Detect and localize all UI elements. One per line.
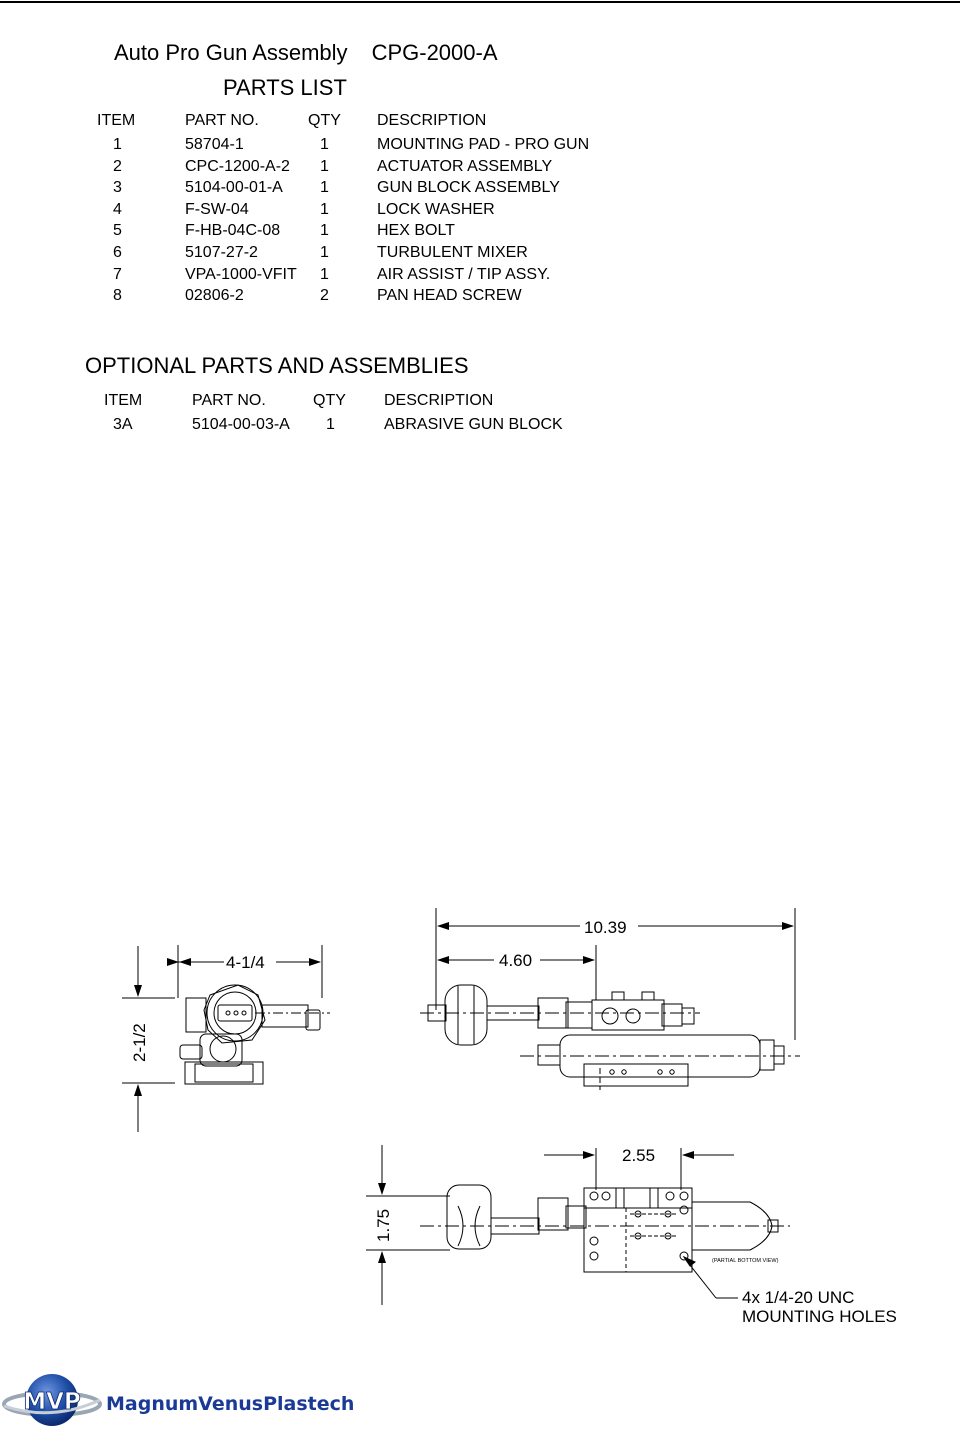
cell-part-no: 02806-2 — [185, 287, 244, 305]
cell-item: 2 — [113, 157, 122, 175]
cell-description: PAN HEAD SCREW — [377, 287, 522, 305]
cell-qty: 1 — [320, 179, 329, 197]
column-header-item: ITEM — [104, 392, 143, 409]
cell-qty: 1 — [320, 157, 329, 175]
cell-qty: 2 — [320, 287, 329, 305]
cell-part-no: CPC-1200-A-2 — [185, 157, 290, 175]
cell-description: HEX BOLT — [377, 222, 455, 240]
cell-item: 7 — [113, 265, 122, 283]
cell-part-no: 5104-00-03-A — [192, 416, 290, 433]
cell-description: GUN BLOCK ASSEMBLY — [377, 179, 560, 197]
cell-part-no: F-SW-04 — [185, 200, 249, 218]
cell-part-no: 5107-27-2 — [185, 243, 258, 261]
column-header-part-no: PART NO. — [192, 392, 266, 409]
cell-description: AIR ASSIST / TIP ASSY. — [377, 265, 551, 283]
cell-item: 1 — [113, 136, 122, 153]
svg-text:MVP: MVP — [23, 1389, 81, 1415]
front-view — [122, 945, 330, 1132]
cell-description: ACTUATOR ASSEMBLY — [377, 157, 553, 175]
cell-part-no: 5104-00-01-A — [185, 179, 283, 197]
dim-front-height: 2-1/2 — [130, 1023, 149, 1062]
column-header-part-no: PART NO. — [185, 112, 259, 129]
parts-list-heading: PARTS LIST — [223, 75, 347, 100]
bottom-view — [366, 1145, 790, 1305]
column-header-description: DESCRIPTION — [377, 112, 487, 129]
dim-overall-length: 10.39 — [584, 918, 627, 937]
dim-bottom-width: 1.75 — [374, 1208, 393, 1242]
title-text: Auto Pro Gun Assembly — [114, 40, 348, 65]
column-header-item: ITEM — [97, 112, 136, 129]
cell-item: 6 — [113, 243, 122, 261]
partial-bottom-view-label: (PARTIAL BOTTOM VIEW) — [712, 1258, 779, 1264]
cell-item: 5 — [113, 222, 122, 240]
column-header-qty: QTY — [308, 112, 341, 129]
mvp-logo — [2, 1370, 102, 1432]
cell-part-no: VPA-1000-VFIT — [185, 265, 297, 283]
cell-part-no: F-HB-04C-08 — [185, 222, 281, 240]
cell-part-no: 58704-1 — [185, 136, 244, 153]
cell-qty: 1 — [326, 416, 335, 433]
cell-item: 3A — [113, 416, 133, 433]
cell-qty: 1 — [320, 265, 329, 283]
cell-qty: 1 — [320, 243, 329, 261]
cell-qty: 1 — [320, 136, 329, 153]
cell-description: ABRASIVE GUN BLOCK — [384, 416, 563, 433]
dim-hole-spacing: 2.55 — [622, 1146, 656, 1165]
brand-name: MagnumVenusPlastech — [106, 1393, 355, 1415]
mounting-holes-note-line1: 4x 1/4-20 UNC — [742, 1288, 855, 1307]
cell-qty: 1 — [320, 200, 329, 218]
model-number: CPG-2000-A — [371, 40, 498, 65]
cell-item: 8 — [113, 287, 122, 305]
cell-qty: 1 — [320, 222, 329, 240]
cell-item: 4 — [113, 200, 122, 218]
column-header-qty: QTY — [313, 392, 346, 409]
cell-description: MOUNTING PAD - PRO GUN — [377, 136, 590, 153]
cell-item: 3 — [113, 179, 122, 197]
cell-description: TURBULENT MIXER — [377, 243, 528, 261]
column-header-description: DESCRIPTION — [384, 392, 494, 409]
optional-parts-heading: OPTIONAL PARTS AND ASSEMBLIES — [85, 353, 469, 378]
dim-pad-offset: 4.60 — [499, 951, 533, 970]
mounting-holes-note-line2: MOUNTING HOLES — [742, 1307, 897, 1326]
cell-description: LOCK WASHER — [377, 200, 495, 218]
dim-front-width: 4-1/4 — [226, 953, 265, 972]
